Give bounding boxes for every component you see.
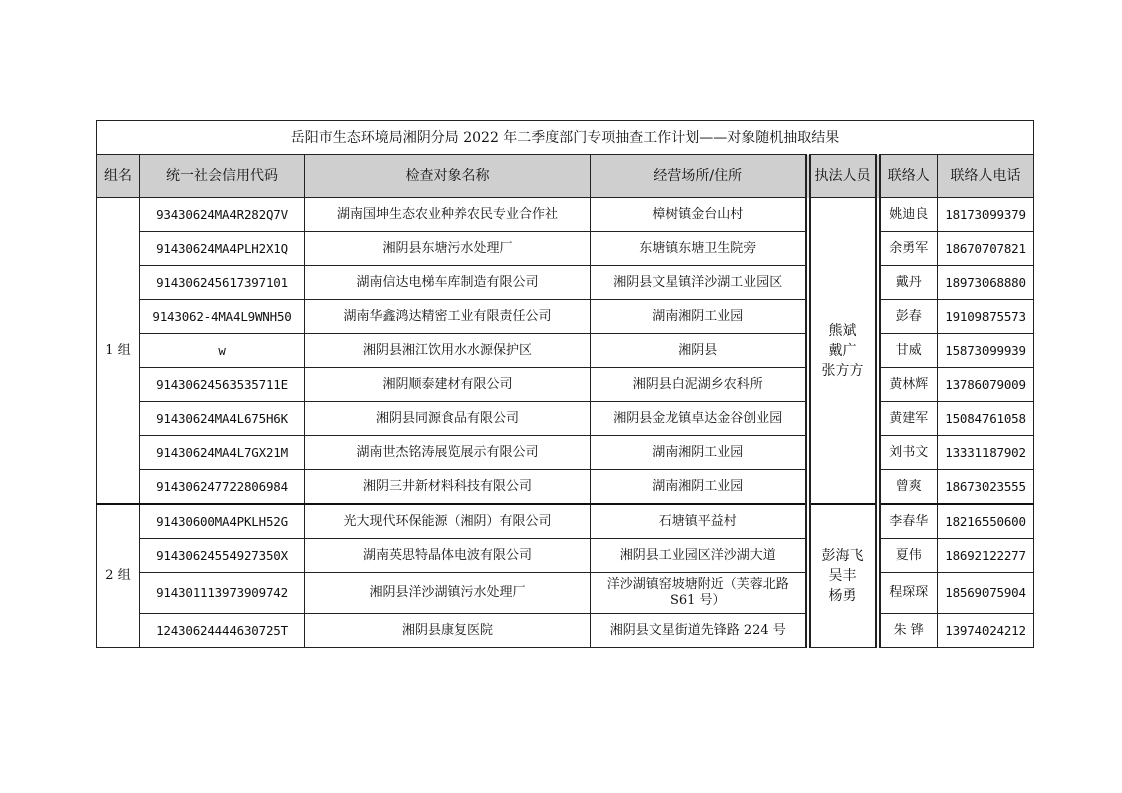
target-name-cell: 湘阴三井新材料科技有限公司 [305,470,591,505]
contact-cell: 程琛琛 [878,573,938,614]
header-target-name: 检查对象名称 [305,155,591,198]
address-cell: 湖南湘阴工业园 [591,470,808,505]
address-cell: 东塘镇东塘卫生院旁 [591,232,808,266]
table-row [97,539,1034,573]
officers-cell: 彭海飞 吴丰 杨勇 [808,504,878,648]
phone-cell: 18673023555 [938,470,1034,505]
target-name-cell: 湖南国坤生态农业种养农民专业合作社 [305,198,591,232]
credit-code-cell: 91430624MA4L7GX21M [140,436,305,470]
address-cell: 湘阴县文星镇洋沙湖工业园区 [591,266,808,300]
contact-cell: 黄林辉 [878,368,938,402]
phone-cell: 15873099939 [938,334,1034,368]
table-row [97,504,1034,539]
credit-code-cell: 91430624MA4L675H6K [140,402,305,436]
credit-code-cell: 91430600MA4PKLH52G [140,504,305,539]
phone-cell: 18670707821 [938,232,1034,266]
target-name-cell: 湘阴顺泰建材有限公司 [305,368,591,402]
table-row [97,470,1034,505]
target-name-cell: 湘阴县东塘污水处理厂 [305,232,591,266]
table-row [97,402,1034,436]
target-name-cell: 湘阴县湘江饮用水水源保护区 [305,334,591,368]
target-name-cell: 湖南英思特晶体电波有限公司 [305,539,591,573]
officers-cell: 熊斌 戴广 张方方 [808,198,878,505]
address-cell: 湘阴县白泥湖乡农科所 [591,368,808,402]
credit-code-cell: 91430624554927350X [140,539,305,573]
address-cell: 湘阴县 [591,334,808,368]
credit-code-cell: 91430624MA4PLH2X1Q [140,232,305,266]
phone-cell: 18173099379 [938,198,1034,232]
address-cell: 湘阴县文星街道先锋路 224 号 [591,614,808,648]
contact-cell: 戴丹 [878,266,938,300]
credit-code-cell: 12430624444630725T [140,614,305,648]
contact-cell: 彭春 [878,300,938,334]
phone-cell: 18973068880 [938,266,1034,300]
group-label: 2 组 [97,504,140,648]
phone-cell: 18692122277 [938,539,1034,573]
table-row [97,232,1034,266]
credit-code-cell: 93430624MA4R282Q7V [140,198,305,232]
table-row [97,573,1034,614]
credit-code-cell: 914301113973909742 [140,573,305,614]
table-row [97,614,1034,648]
table-row [97,368,1034,402]
credit-code-cell: 9143062-4MA4L9WNH50 [140,300,305,334]
contact-cell: 余勇军 [878,232,938,266]
group-label: 1 组 [97,198,140,505]
contact-cell: 刘书文 [878,436,938,470]
contact-cell: 李春华 [878,504,938,539]
address-cell: 湘阴县金龙镇卓达金谷创业园 [591,402,808,436]
phone-cell: 15084761058 [938,402,1034,436]
phone-cell: 13786079009 [938,368,1034,402]
contact-cell: 甘威 [878,334,938,368]
target-name-cell: 湘阴县洋沙湖镇污水处理厂 [305,573,591,614]
header-address: 经营场所/住所 [591,155,808,198]
target-name-cell: 湖南信达电梯车库制造有限公司 [305,266,591,300]
contact-cell: 曾爽 [878,470,938,505]
phone-cell: 19109875573 [938,300,1034,334]
header-officers: 执法人员 [808,155,878,198]
contact-cell: 黄建军 [878,402,938,436]
table-title: 岳阳市生态环境局湘阴分局 2022 年二季度部门专项抽查工作计划——对象随机抽取结果 [97,121,1034,155]
credit-code-cell: w [140,334,305,368]
credit-code-cell: 91430624563535711E [140,368,305,402]
target-name-cell: 光大现代环保能源（湘阴）有限公司 [305,504,591,539]
address-cell: 湖南湘阴工业园 [591,436,808,470]
contact-cell: 朱 铧 [878,614,938,648]
address-cell: 石塘镇平益村 [591,504,808,539]
target-name-cell: 湖南华鑫鸿达精密工业有限责任公司 [305,300,591,334]
phone-cell: 13974024212 [938,614,1034,648]
address-cell: 樟树镇金台山村 [591,198,808,232]
contact-cell: 夏伟 [878,539,938,573]
contact-cell: 姚迪良 [878,198,938,232]
phone-cell: 18216550600 [938,504,1034,539]
inspection-table [96,120,1034,648]
address-cell: 湘阴县工业园区洋沙湖大道 [591,539,808,573]
target-name-cell: 湘阴县康复医院 [305,614,591,648]
header-group: 组名 [97,155,140,198]
header-contact: 联络人 [878,155,938,198]
credit-code-cell: 914306247722806984 [140,470,305,505]
target-name-cell: 湖南世杰铭涛展览展示有限公司 [305,436,591,470]
table-row [97,436,1034,470]
header-phone: 联络人电话 [938,155,1034,198]
phone-cell: 13331187902 [938,436,1034,470]
credit-code-cell: 914306245617397101 [140,266,305,300]
header-credit-code: 统一社会信用代码 [140,155,305,198]
address-cell: 湖南湘阴工业园 [591,300,808,334]
phone-cell: 18569075904 [938,573,1034,614]
target-name-cell: 湘阴县同源食品有限公司 [305,402,591,436]
table-row [97,334,1034,368]
table-row [97,300,1034,334]
table-row [97,198,1034,232]
table-row [97,266,1034,300]
address-cell: 洋沙湖镇窑坡塘附近（芙蓉北路 S61 号） [591,573,808,614]
